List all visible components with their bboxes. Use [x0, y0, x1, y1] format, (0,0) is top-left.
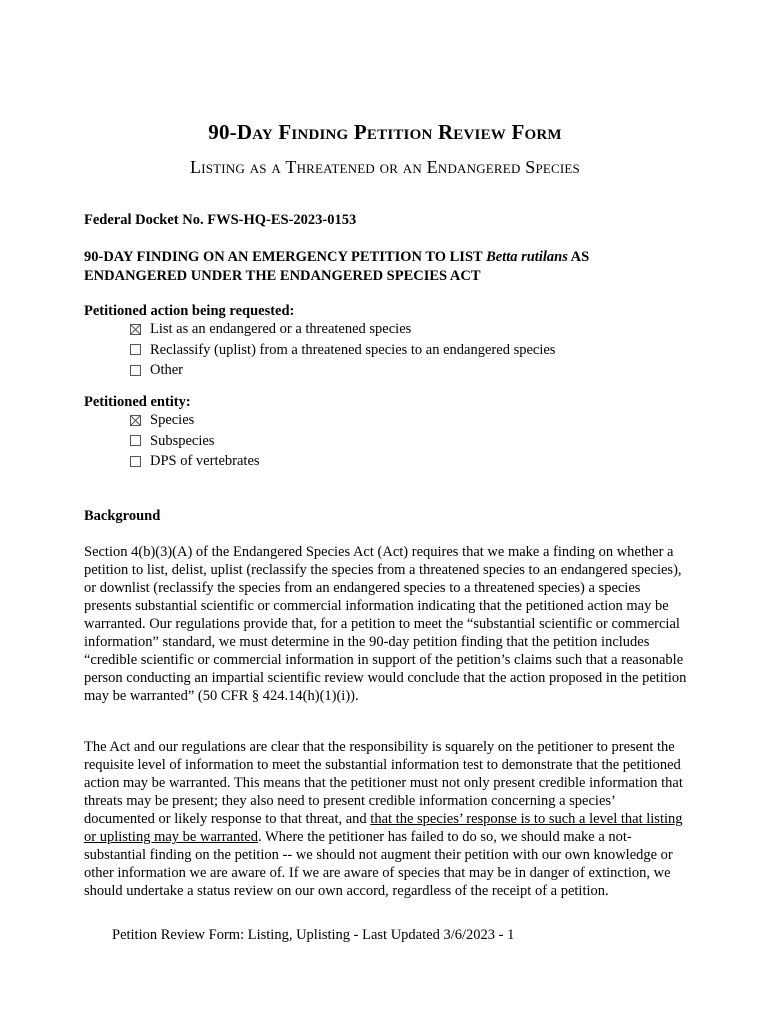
- page-footer: Petition Review Form: Listing, Uplisting - Last Updated 3/6/2023 - 1: [112, 927, 515, 943]
- action-option-uplist[interactable]: [130, 340, 555, 361]
- background-paragraph-2: [84, 738, 689, 900]
- option-label: Reclassify (uplist) from a threatened species to an endangered species: [150, 341, 556, 358]
- entity-option-species[interactable]: [130, 410, 260, 431]
- entity-option-dps[interactable]: [130, 451, 260, 472]
- petitioned-action-label: Petitioned action being requested:: [84, 303, 295, 319]
- action-option-other[interactable]: [130, 360, 555, 381]
- unchecked-checkbox-icon[interactable]: [130, 344, 141, 355]
- paragraph-text: . Where the petitioner has failed to do so, we should make a not-substantial finding on the petition -- we should not augment their petition with our own knowledge or other information we are aware of. If we are aware of species that may be in danger of extinction, we should undertake a status review on our own accord, regardless of the receipt of a petition.: [84, 829, 673, 899]
- option-label: List as an endangered or a threatened species: [150, 321, 412, 337]
- unchecked-checkbox-icon[interactable]: [130, 435, 141, 446]
- finding-heading-part1: 90-DAY FINDING ON AN EMERGENCY PETITION TO LIST: [84, 249, 487, 265]
- option-label: DPS of vertebrates: [150, 453, 260, 469]
- form-subtitle: Listing as a Threatened or an Endangered Species: [190, 157, 580, 177]
- option-label: Subspecies: [150, 432, 215, 449]
- form-title: 90-Day Finding Petition Review Form: [208, 120, 562, 144]
- species-name: Betta rutilans: [486, 249, 568, 265]
- option-label: Other: [150, 362, 184, 378]
- background-heading: Background: [84, 508, 161, 524]
- finding-heading-part2: AS ENDANGERED UNDER THE ENDANGERED SPECIES ACT: [84, 249, 590, 284]
- paragraph-text: The Act and our regulations are clear that the responsibility is squarely on the petitioner to present the requisite level of information to meet the substantial information test to demonstrate that the petitioned action may be warranted. This means that the petitioner must not only present credible information that threats may be present; they also need to present credible information concerning a species’ documented or likely response to that threat, and: [84, 739, 683, 827]
- finding-heading: [84, 248, 684, 286]
- docket-number: Federal Docket No. FWS-HQ-ES-2023-0153: [84, 212, 357, 228]
- petitioned-entity-options: [130, 410, 260, 472]
- entity-option-subspecies[interactable]: [130, 431, 260, 452]
- action-option-list[interactable]: [130, 319, 555, 340]
- checked-checkbox-icon[interactable]: [130, 415, 141, 426]
- unchecked-checkbox-icon[interactable]: [130, 365, 141, 376]
- option-label: Species: [150, 412, 195, 428]
- background-paragraph-1: Section 4(b)(3)(A) of the Endangered Species Act (Act) requires that we make a finding on whether a petition to list, delist, uplist (reclassify the species from a threatened species to an endangered species), or downlist (reclassify the species from an endangered species to a threatened species) a species presents substantial scientific or commercial information indicating that the petitioned action may be warranted. Our regulations provide that, for a petition to meet the “substantial scientific or commercial information” standard, we must determine in the 90-day petition finding that the petition includes “credible scientific or commercial information in support of the petition’s claims such that a reasonable person conducting an impartial scientific review would conclude that the action proposed in the petition may be warranted” (50 CFR § 424.14(h)(1)(i)).: [84, 544, 687, 704]
- petitioned-entity-label: Petitioned entity:: [84, 394, 191, 410]
- underlined-text: that the species’ response is to such a level that listing or uplisting may be warranted: [84, 811, 683, 845]
- petitioned-action-options: [130, 319, 555, 381]
- unchecked-checkbox-icon[interactable]: [130, 456, 141, 467]
- checked-checkbox-icon[interactable]: [130, 324, 141, 335]
